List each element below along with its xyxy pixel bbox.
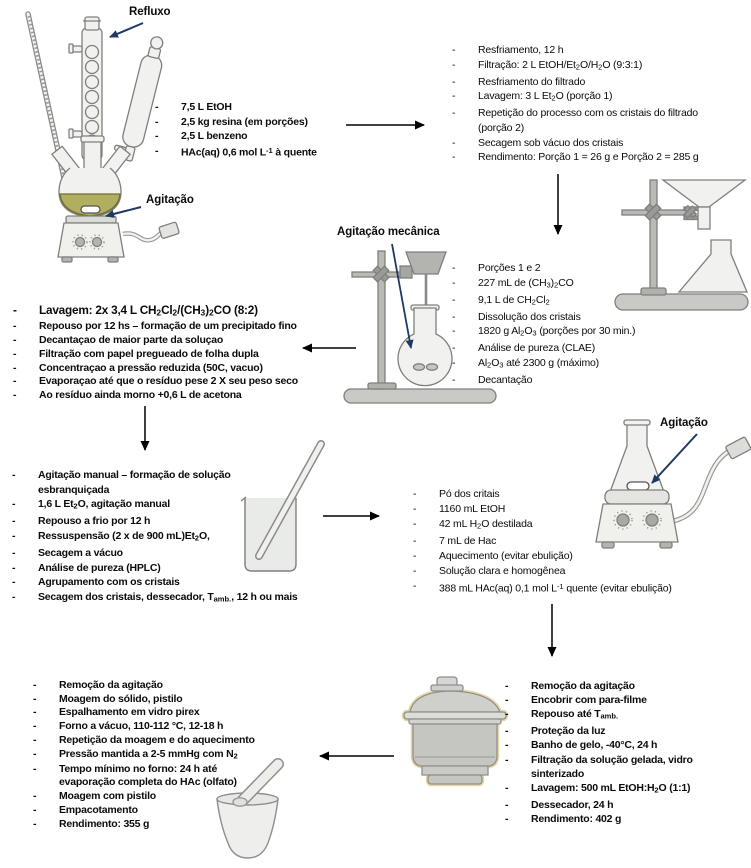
list-item <box>33 706 333 720</box>
list-item <box>505 724 743 738</box>
bullet-dash: - <box>33 733 37 746</box>
list-item <box>155 115 385 130</box>
bullet-dash: - <box>413 549 417 562</box>
list-item <box>452 89 747 106</box>
stir-bar <box>81 206 100 213</box>
bullet-dash: - <box>12 561 16 574</box>
bullet-dash: - <box>505 708 509 721</box>
bullet-dash: - <box>505 781 509 794</box>
list-item <box>452 150 747 165</box>
step-list-alumina-treatment <box>452 261 742 388</box>
list-item-text: Filtração com papel pregueado de folha dupla <box>39 347 259 360</box>
list-item <box>452 373 742 388</box>
bullet-dash: - <box>33 803 37 816</box>
list-item-text: 42 mL $H_2O$ destilada <box>439 518 533 531</box>
stand-base <box>344 389 496 403</box>
step-list-drying-milling <box>33 679 333 831</box>
bullet-dash: - <box>452 342 456 355</box>
list-item <box>13 304 325 320</box>
list-item <box>505 753 743 781</box>
list-item <box>452 106 747 135</box>
list-item <box>452 136 747 151</box>
bullet-dash: - <box>13 334 17 347</box>
list-item-text: Moagem do sólido, pistilo <box>59 692 183 705</box>
step-list-crystallization <box>452 43 747 165</box>
list-item-text: Solução clara e homogênea <box>439 564 566 577</box>
bullet-dash: - <box>452 136 456 149</box>
list-item-text: 227 mL de $(CH_3)_2CO$ <box>478 276 574 290</box>
bullet-dash: - <box>452 276 456 289</box>
list-item-text: 7,5 L EtOH <box>181 101 232 113</box>
bullet-dash: - <box>12 590 16 603</box>
bullet-dash: - <box>33 762 37 775</box>
bullet-dash: - <box>155 101 159 113</box>
bullet-dash: - <box>12 546 16 559</box>
list-item-text: 9,1 L de $CH_2Cl_2$ <box>478 293 550 307</box>
list-item-text: Resfriamento, 12 h <box>478 44 564 56</box>
bullet-dash: - <box>413 518 417 530</box>
bullet-dash: - <box>33 706 37 719</box>
bullet-dash: - <box>452 151 456 164</box>
list-item-text: 1,6 L $Et_2O$, agitação manual <box>38 498 170 511</box>
bullet-dash: - <box>413 579 417 592</box>
list-item-text: Análise de pureza (CLAE) <box>478 342 596 355</box>
bullet-dash: - <box>413 488 417 500</box>
list-item-text: Decantação <box>478 374 533 387</box>
list-item-text: Rendimento: 355 g <box>59 817 150 830</box>
list-item-text: Filtração da solução gelada, vidro sinterizado <box>531 753 693 780</box>
pot-base <box>428 775 482 784</box>
bullet-dash: - <box>13 375 17 388</box>
bullet-dash: - <box>452 357 456 370</box>
list-item <box>12 546 334 561</box>
bullet-dash: - <box>505 680 509 692</box>
list-item <box>505 812 743 826</box>
step-list-reflux-inputs <box>155 100 385 160</box>
power-plug <box>725 437 751 460</box>
bullet-dash: - <box>12 529 16 542</box>
list-item <box>33 790 333 804</box>
list-item-text: Agrupamento com os cristais <box>38 576 180 589</box>
agitacao-erlenmeyer-label: Agitação <box>660 417 708 429</box>
list-item <box>155 144 385 160</box>
bullet-dash: - <box>12 576 16 589</box>
pot-body <box>413 724 497 766</box>
list-item-text: Banho de gelo, -40°C, 24 h <box>531 739 658 752</box>
list-item <box>452 276 742 293</box>
bullet-dash: - <box>33 679 37 691</box>
bullet-dash: - <box>13 347 17 360</box>
bullet-dash: - <box>33 790 37 803</box>
bullet-dash: - <box>452 293 456 306</box>
list-item <box>12 514 334 529</box>
bullet-dash: - <box>452 310 456 323</box>
list-item-text: Forno a vácuo, 110-112 °C, 12-18 h <box>59 720 224 733</box>
list-item <box>413 534 748 549</box>
list-item <box>505 781 743 798</box>
step-list-manual-agitation <box>12 468 334 607</box>
list-item <box>452 341 742 356</box>
list-item <box>413 502 748 517</box>
bullet-dash: - <box>33 747 37 760</box>
bullet-dash: - <box>452 75 456 88</box>
list-item-text: Porções 1 e 2 <box>478 262 541 274</box>
bullet-dash: - <box>505 812 509 825</box>
list-item-text: 1160 mL EtOH <box>439 503 506 515</box>
list-item <box>33 818 333 832</box>
stirrer-knob <box>76 238 85 247</box>
list-item <box>413 549 748 564</box>
bullet-dash: - <box>13 388 17 401</box>
list-item <box>33 734 333 748</box>
list-item-text: Ressuspensão (2 x de 900 $mL)Et_2O$, <box>38 529 210 543</box>
list-item-text: Concentraçao a pressão reduzida (50C, vacuo) <box>39 361 263 374</box>
bullet-dash: - <box>12 469 16 481</box>
list-item-text: Evaporaçao até que o resíduo pese 2 X seu peso seco <box>39 375 298 388</box>
list-item <box>505 738 743 752</box>
list-item-text: Ao resíduo ainda morno +0,6 L de acetona <box>39 388 242 401</box>
list-item <box>33 763 333 790</box>
list-item-text: Resfriamento do filtrado <box>478 75 586 88</box>
list-item-text: Tempo mínimo no forno: 24 h até evaporação completa do HAc (olfato) <box>59 762 237 789</box>
list-item <box>452 324 742 341</box>
list-item-text: 1820 g $Al_2O_3$ (porções por 30 min.) <box>478 325 636 338</box>
list-item-text: Dessecador, 24 h <box>531 798 614 811</box>
motor-clamp <box>400 266 412 278</box>
bullet-dash: - <box>505 725 509 738</box>
list-item-text: Aquecimento (evitar ebulição) <box>439 549 573 562</box>
list-item <box>12 590 334 607</box>
agitacao-flask-label: Agitação <box>146 194 194 206</box>
hotplate-stirrer <box>58 216 179 262</box>
bullet-dash: - <box>452 90 456 103</box>
bullet-dash: - <box>505 739 509 752</box>
bullet-dash: - <box>12 498 16 511</box>
list-item <box>413 517 748 534</box>
power-plug <box>159 222 180 239</box>
list-item <box>505 707 743 724</box>
list-item <box>505 679 743 693</box>
list-item-text: Empacotamento <box>59 803 138 816</box>
list-item-text: Pressão mantida a 2-5 mmHg com $N_2$ <box>59 747 238 761</box>
bullet-dash: - <box>413 564 417 577</box>
list-item-text: Agitação manual – formação de solução esbranquiçada <box>38 469 231 496</box>
list-item-text: Remoção da agitação <box>59 679 163 691</box>
list-item <box>452 75 747 90</box>
list-item <box>452 356 742 373</box>
list-item <box>12 497 334 514</box>
list-item-text: Decantaçao de maior parte da soluçao <box>39 334 224 347</box>
list-item-text: Remoção da agitação <box>531 680 635 692</box>
list-item-text: Análise de pureza (HPLC) <box>38 561 161 574</box>
bullet-dash: - <box>452 44 456 56</box>
list-item <box>413 579 748 597</box>
list-item <box>12 561 334 576</box>
desiccator-pot-illustration <box>404 677 506 784</box>
step-list-cooling-filtration <box>505 679 743 826</box>
list-item <box>33 804 333 818</box>
list-item-text: $Al_2O_3$ até 2300 g (máximo) <box>478 357 600 370</box>
list-item <box>452 58 747 75</box>
bullet-dash: - <box>505 694 509 707</box>
list-item-text: Repetição do processo com os cristais do filtrado (porção 2) <box>478 107 698 134</box>
step-list-washing <box>13 304 325 403</box>
list-item <box>452 293 742 310</box>
list-item-text: Espalhamento em vidro pirex <box>59 706 200 719</box>
list-item <box>12 575 334 590</box>
list-item-text: Lavagem: 3 L $Et_2O$ (porção 1) <box>478 90 613 103</box>
bullet-dash: - <box>12 515 16 528</box>
list-item-text: HAc(aq) 0,6 mol $L^{-1}$ à quente <box>181 145 317 159</box>
list-item <box>33 720 333 734</box>
list-item <box>505 693 743 707</box>
list-item-text: Pó dos critais <box>439 488 500 500</box>
list-item <box>155 100 385 115</box>
bullet-dash: - <box>33 817 37 830</box>
list-item-text: Repouso a frio por 12 h <box>38 515 151 528</box>
stirrer-knob <box>93 238 102 247</box>
list-item-text: Secagem dos cristais, dessecador, $T_{amb.}$, 12 h ou mais <box>38 590 298 604</box>
list-item-text: Repetição da moagem e do aquecimento <box>59 733 255 746</box>
list-item-text: Rendimento: Porção 1 = 26 g e Porção 2 = 285 g <box>478 151 699 164</box>
bullet-dash: - <box>155 144 159 157</box>
list-item-text: Secagem a vácuo <box>38 546 123 559</box>
list-item <box>452 310 742 325</box>
bullet-dash: - <box>155 115 159 128</box>
list-item <box>13 334 325 348</box>
agitacao-mecanica-label: Agitação mecânica <box>337 226 440 238</box>
thermometer-rod <box>28 14 68 198</box>
bullet-dash: - <box>155 130 159 143</box>
bullet-dash: - <box>13 320 17 333</box>
list-item <box>413 564 748 579</box>
list-item-text: Repouso por 12 hs – formação de um precipitado fino <box>39 320 297 333</box>
funnel <box>663 180 745 229</box>
list-item-text: Filtração: 2 L EtOH/$Et_2O/H_2O$ (9:3:1) <box>478 58 643 72</box>
list-item <box>452 261 742 276</box>
list-item <box>12 529 334 546</box>
list-item <box>33 679 333 693</box>
bullet-dash: - <box>452 374 456 387</box>
list-item-text: Secagem sob vácuo dos cristais <box>478 136 624 149</box>
list-item <box>13 375 325 389</box>
bullet-dash: - <box>452 325 456 338</box>
bullet-dash: - <box>33 692 37 705</box>
list-item <box>33 748 333 763</box>
list-item <box>13 389 325 403</box>
list-item-text: Lavagem: 2x 3,4 L $CH_2Cl_2/(CH_3)_2CO$ (8:2) <box>39 303 258 318</box>
list-item-text: Rendimento: 402 g <box>531 812 622 825</box>
list-item-text: Repouso até $T_{amb.}$ <box>531 708 619 721</box>
list-item <box>452 43 747 58</box>
list-item-text: Moagem com pistilo <box>59 790 156 803</box>
bullet-dash: - <box>452 107 456 120</box>
refluxo-pointer-arrow <box>110 23 143 37</box>
list-item-text: Lavagem: 500 mL $EtOH:H_2O$ (1:1) <box>531 781 691 795</box>
bullet-dash: - <box>452 58 456 71</box>
bullet-dash: - <box>33 720 37 733</box>
list-item <box>13 348 325 362</box>
list-item-text: Dissolução dos cristais <box>478 310 581 323</box>
list-item-text: Encobrir com para-filme <box>531 694 647 707</box>
bullet-dash: - <box>413 503 417 515</box>
list-item-text: Proteção da luz <box>531 725 606 738</box>
list-item <box>13 362 325 376</box>
list-item <box>33 693 333 707</box>
pot-rim <box>404 712 506 719</box>
list-item <box>505 798 743 812</box>
bullet-dash: - <box>452 262 456 274</box>
three-neck-flask <box>52 136 130 217</box>
bullet-dash: - <box>505 798 509 811</box>
bullet-dash: - <box>13 361 17 374</box>
step-list-dissolution <box>413 487 748 596</box>
list-item <box>12 468 334 497</box>
list-item-text: 2,5 L benzeno <box>181 130 248 143</box>
refluxo-label: Refluxo <box>129 6 171 18</box>
list-item <box>155 129 385 144</box>
bullet-dash: - <box>13 303 17 317</box>
list-item-text: 2,5 kg resina (em porções) <box>181 115 308 128</box>
agitacao-erlenmeyer-pointer-arrow <box>652 434 697 483</box>
list-item <box>13 320 325 334</box>
list-item-text: 7 mL de Hac <box>439 534 497 547</box>
list-item-text: 388 mL HAc(aq) 0,1 mol $L^{-1}$ quente (evitar ebulição) <box>439 581 672 595</box>
bullet-dash: - <box>505 753 509 766</box>
bullet-dash: - <box>413 534 417 547</box>
list-item <box>413 487 748 502</box>
